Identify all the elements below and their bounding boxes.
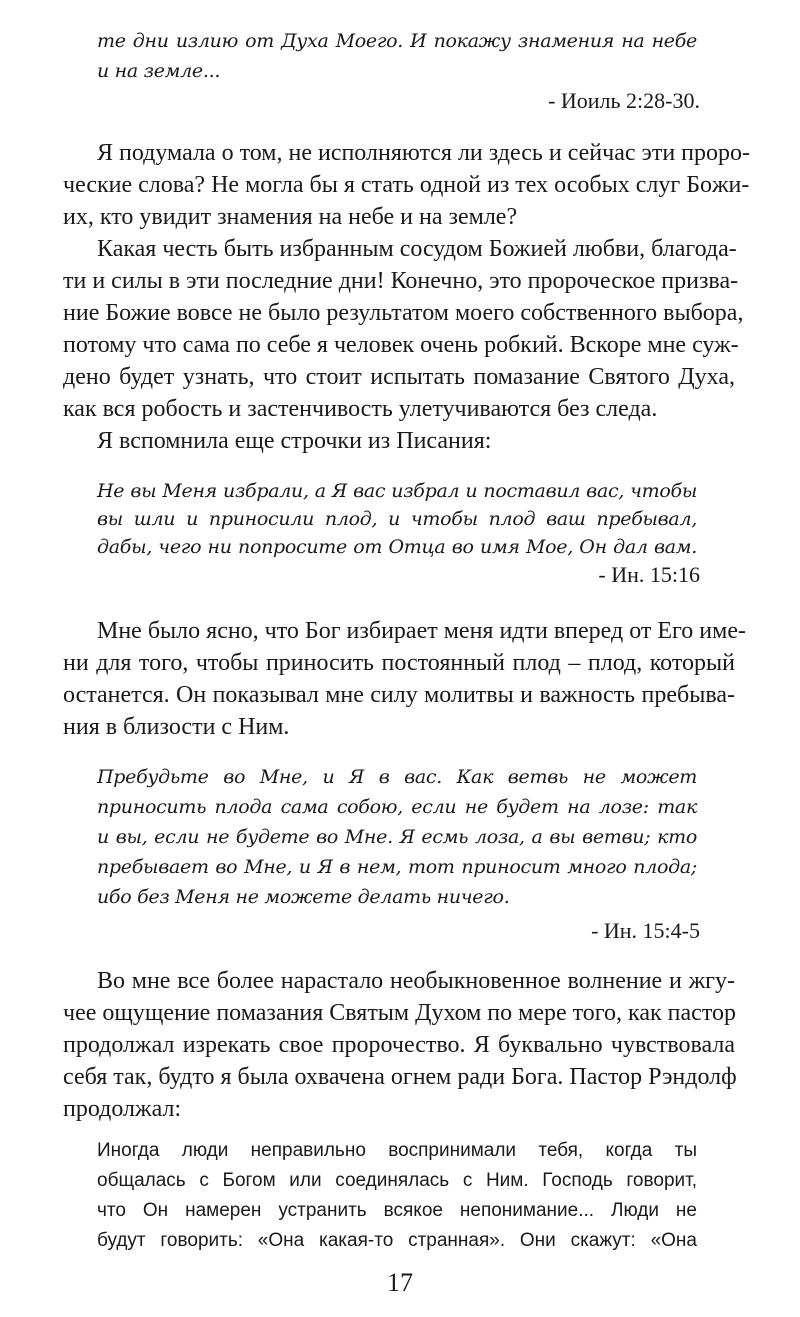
paragraph-line: как вся робость и застенчивость улетучиваются без следа. <box>63 396 658 422</box>
paragraph-line: Какая честь быть избранным сосудом Божией любви, благода- <box>97 236 737 262</box>
quote-line: ибо без Меня не можете делать ничего. <box>97 886 510 908</box>
quote-line: те дни излию от Духа Моего. И покажу знамения на небе <box>97 30 697 52</box>
paragraph-line: потому что сама по себе я человек очень робкий. Вскоре мне суж- <box>63 332 739 358</box>
quote-line: и вы, если не будете во Мне. Я есмь лоза, а вы ветви; кто <box>97 826 697 848</box>
paragraph-line: ческие слова? Не могла бы я стать одной из тех особых слуг Бoжи- <box>63 172 750 198</box>
paragraph-line: продолжал: <box>63 1096 182 1122</box>
paragraph-line: себя так, будто я была охвачена огнем ради Бога. Пастор Рэндолф <box>63 1064 737 1090</box>
paragraph-line: ни для того, чтобы приносить постоянный плод – плод, который <box>63 650 735 676</box>
paragraph-line: дено будет узнать, что стоит испытать помазание Святого Духа, <box>63 364 735 390</box>
paragraph-line: останется. Он показывал мне силу молитвы и важность пребыва- <box>63 682 735 708</box>
quote-line: и на земле... <box>97 60 221 82</box>
paragraph-line: продолжал изрекать свое пророчество. Я буквально чувствовала <box>63 1032 735 1058</box>
paragraph-line: чее ощущение помазания Святым Духом по мере того, как пастор <box>63 1000 736 1026</box>
quote-line: вы шли и приносили плод, и чтобы плод ваш пребывал, <box>97 508 697 530</box>
scripture-reference: - Иоиль 2:28-30. <box>548 88 700 113</box>
paragraph-line: Мне было ясно, что Бог избирает меня идти вперед от Его име- <box>97 618 746 644</box>
paragraph-line: Я подумала о том, не исполняются ли здесь и сейчас эти проро- <box>97 140 750 166</box>
scripture-reference: - Ин. 15:4-5 <box>591 918 700 943</box>
prophecy-line: что Он намерен устранить всякое непонимание... Люди не <box>97 1200 697 1221</box>
prophecy-line: общалась с Богом или соединялась с Ним. Господь говорит, <box>97 1170 697 1191</box>
paragraph-line: ние Божие вовсе не было результатом моего собственного выбора, <box>63 300 744 326</box>
page-number: 17 <box>387 1268 413 1297</box>
quote-line: пребывает во Мне, и Я в нем, тот приносит много плода; <box>97 856 697 878</box>
prophecy-line: Иногда люди неправильно воспринимали тебя, когда ты <box>97 1140 697 1161</box>
prophecy-line: будут говорить: «Она какая-то странная». Они скажут: «Она <box>97 1230 697 1251</box>
paragraph-line: их, кто увидит знамения на небе и на земле? <box>63 204 518 230</box>
quote-line: Не вы Меня избрали, а Я вас избрал и поставил вас, чтобы <box>97 480 697 502</box>
quote-line: дабы, чего ни попросите от Отца во имя Мое, Он дал вам. <box>97 536 697 558</box>
scripture-reference: - Ин. 15:16 <box>598 562 700 587</box>
paragraph-line: Я вспомнила еще строчки из Писания: <box>97 428 492 454</box>
paragraph-line: ти и силы в эти последние дни! Конечно, это пророческое призва- <box>63 268 739 294</box>
quote-line: приносить плода сама собою, если не будет на лозе: так <box>97 796 697 818</box>
paragraph-line: ния в близости с Ним. <box>63 714 290 740</box>
paragraph-line: Во мне все более нарастало необыкновенное волнение и жгу- <box>97 968 735 994</box>
quote-line: Пребудьте во Мне, и Я в вас. Как ветвь не может <box>97 766 697 788</box>
